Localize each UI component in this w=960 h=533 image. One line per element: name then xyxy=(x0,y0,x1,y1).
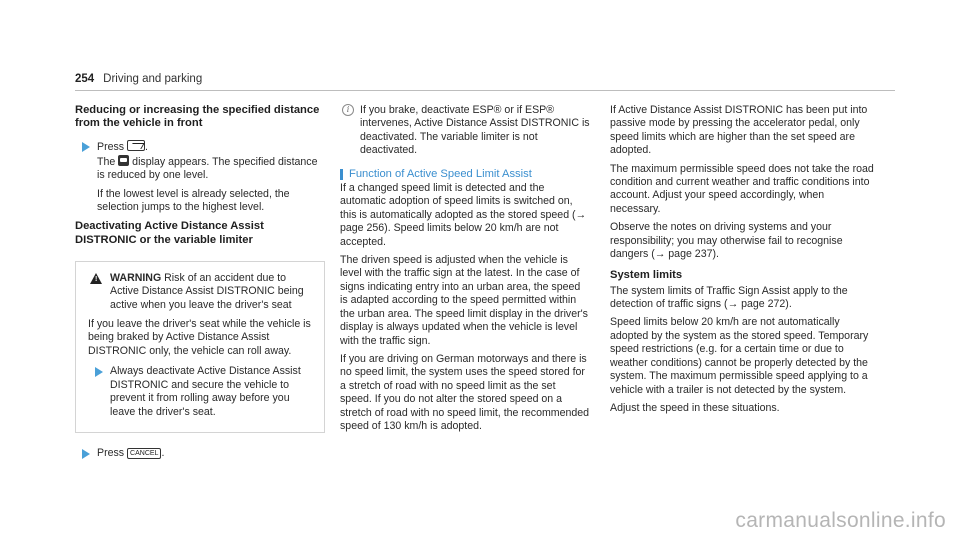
step-arrow-icon xyxy=(95,367,103,377)
column-right xyxy=(610,104,875,420)
step-arrow-icon xyxy=(82,142,90,152)
paragraph-limits-speed: Speed limits below 20 km/h are not automatically adopted by the system as the stored speed. Temporary speed restrictions (e.g. for a certain time or due to weather conditions) cannot be properly detected by the system. The maximum permissible speed applying to a vehicle with a trailer is not detected by the system. xyxy=(610,316,869,396)
paragraph-adjust-speed: Adjust the speed in these situations. xyxy=(610,401,780,414)
warning-word: WARNING xyxy=(110,271,162,284)
column-middle xyxy=(340,104,590,438)
watermark: carmanualsonline.info xyxy=(735,508,946,532)
paragraph-observe-notes: Observe the notes on driving systems and your responsibility; you may otherwise fail to recognise dangers (→ page 237). xyxy=(610,221,843,261)
paragraph-limits-traffic-sign: The system limits of Traffic Sign Assist apply to the detection of traffic signs (→ page 272). xyxy=(610,284,848,311)
heading-speed-limit-assist: Function of Active Speed Limit Assist xyxy=(340,168,590,181)
heading-accent-bar xyxy=(340,169,343,180)
warning-box xyxy=(75,261,325,433)
warning-body: If you leave the driver's seat while the vehicle is being braked by Active Distance Assist DISTRONIC only, the vehicle can roll away. xyxy=(88,318,311,357)
heading-system-limits: System limits xyxy=(610,269,683,282)
info-note-text: If you brake, deactivate ESP® or if ESP® intervenes, Active Distance Assist DISTRONIC is deactivated. The variable limiter is not deactivated. xyxy=(360,104,590,157)
paragraph-driven-speed: The driven speed is adjusted when the vehicle is level with the traffic sign at the latest. In the case of signs indicating entry into an urban area, the speed is adapted according to the speed permitted within the urban area. The speed limit display in the driver's display is always updated when the vehicle is level with the traffic sign. xyxy=(340,254,588,347)
distance-reduce-icon xyxy=(127,140,145,151)
step-press-distance: Press . The display appears. The specified distance is reduced by one level. If the lowest level is already selected, the selection jumps to the highest level. xyxy=(75,140,325,214)
heading-deactivating: Deactivating Active Distance Assist DISTRONIC or the variable limiter xyxy=(75,220,264,246)
info-icon: i xyxy=(342,104,354,116)
warning-step: Always deactivate Active Distance Assist DISTRONIC and secure the vehicle to prevent it from rolling away before you leave the driver's seat. xyxy=(88,365,312,419)
page-header xyxy=(75,73,895,86)
info-note xyxy=(340,104,590,158)
paragraph-speed-adoption: If a changed speed limit is detected and the automatic adoption of speed limits is switched on, this is automatically adopted as the stored speed (→ page 256). Speed limits below 20 km/h are not accepted. xyxy=(340,182,587,248)
paragraph-passive-mode: If Active Distance Assist DISTRONIC has been put into passive mode by pressing the accelerator pedal, only speed limits which are higher than the set speed are adopted. xyxy=(610,104,868,157)
step-arrow-icon xyxy=(82,449,90,459)
warning-text: Risk of an accident due to Active Distance Assist DISTRONIC being active when you leave the driver's seat xyxy=(110,271,304,311)
section-title: Driving and parking xyxy=(103,73,203,85)
page-number: 254 xyxy=(75,73,95,85)
step-press-cancel: Press CANCEL . xyxy=(75,447,325,460)
distance-display-icon xyxy=(118,155,129,166)
column-left xyxy=(75,104,325,465)
header-divider xyxy=(75,90,895,91)
cancel-key: CANCEL xyxy=(127,448,161,459)
step-note-lowest-level: If the lowest level is already selected, the selection jumps to the highest level. xyxy=(97,187,290,214)
warning-triangle-icon: ! xyxy=(90,273,102,284)
warning-header xyxy=(88,272,312,312)
heading-reduce-distance: Reducing or increasing the specified distance from the vehicle in front xyxy=(75,104,320,130)
paragraph-motorways: If you are driving on German motorways and there is no speed limit, the system uses the speed stored for a stretch of road with no speed limit as the set speed. If you do not alter the stored speed on a stretch of road with no speed limit, the recommended speed of 130 km/h is adopted. xyxy=(340,352,590,432)
paragraph-max-speed: The maximum permissible speed does not take the road condition and current weather and traffic conditions into account. Adjust your speed accordingly, when necessary. xyxy=(610,162,874,215)
